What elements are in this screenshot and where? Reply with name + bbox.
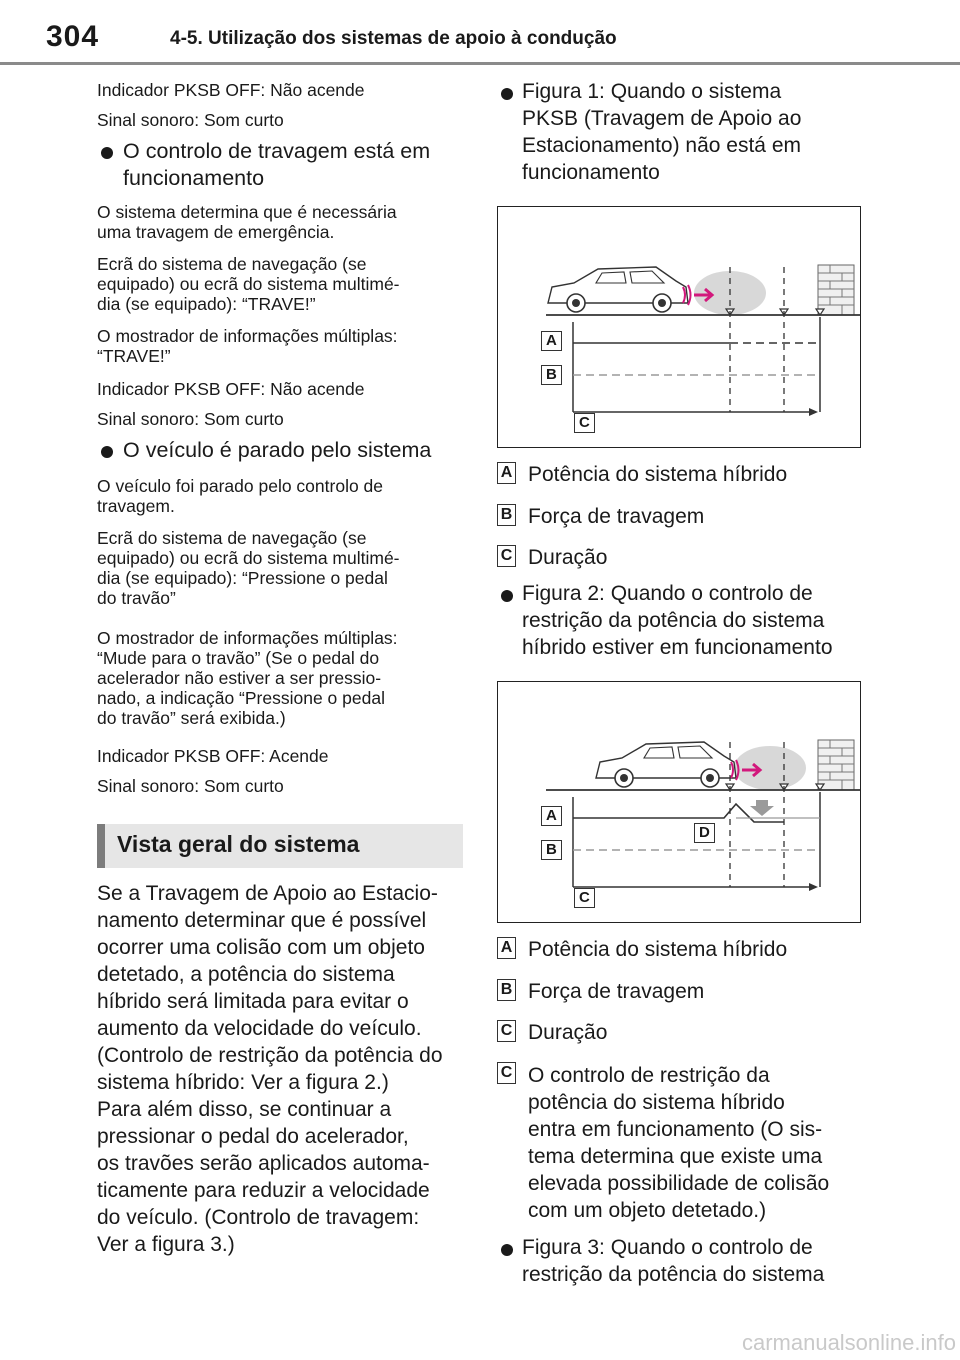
bullet-braking-control: O controlo de travagem está em funcionamento [123, 139, 431, 190]
para-emergency-braking: O sistema determina que é necessária uma travagem de emergência. [97, 202, 397, 242]
bullet-vehicle-stopped: O veículo é parado pelo sistema [123, 438, 432, 462]
figure-3-caption: Figura 3: Quando o controlo de restrição da potência do sistema [522, 1236, 825, 1286]
para-multi-info-2: O mostrador de informações múltiplas: “Mude para o travão” (Se o pedal do acelerador não estiver a ser pressio- nado, a indicação “Pressione o pedal do travão” será exibida.) [97, 628, 398, 728]
section-title: 4-5. Utilização dos sistemas de apoio à condução [170, 28, 617, 49]
fig2-label-c: C [574, 888, 595, 908]
section-heading: Vista geral do sistema [117, 831, 360, 857]
para-navigation-display-2: Ecrã do sistema de navegação (se equipado) ou ecrã do sistema multimé- dia (se equipado): “Pressione o pedal do travão” [97, 528, 400, 608]
para-navigation-display-1: Ecrã do sistema de navegação (se equipado) ou ecrã do sistema multimé- dia (se equipado): “TRAVE!” [97, 254, 400, 314]
legend1-tag-a: A [497, 462, 516, 484]
restriction-arrow [750, 800, 774, 816]
buzzer-2: Sinal sonoro: Som curto [97, 409, 284, 429]
pksb-indicator-3: Indicador PKSB OFF: Acende [97, 746, 329, 766]
bullet-dot [501, 87, 513, 105]
legend2-tag-d: C [497, 1062, 516, 1084]
buzzer-3: Sinal sonoro: Som curto [97, 776, 284, 796]
fig1-label-a: A [541, 331, 562, 351]
fig2-label-b: B [541, 840, 562, 860]
pksb-indicator-2: Indicador PKSB OFF: Não acende [97, 379, 365, 399]
fig1-label-c: C [574, 413, 595, 433]
buzzer-1: Sinal sonoro: Som curto [97, 110, 284, 130]
fig1-label-b: B [541, 365, 562, 385]
car-illustration [548, 267, 688, 312]
legend1-text-b: Força de travagem [528, 505, 705, 528]
legend2-text-c: Duração [528, 1021, 608, 1044]
figure-2 [497, 681, 861, 923]
wall-illustration [818, 265, 854, 315]
figure-1 [497, 206, 861, 448]
para-multi-info-1: O mostrador de informações múltiplas: “TRAVE!” [97, 326, 398, 366]
legend2-text-b: Força de travagem [528, 980, 705, 1003]
bullet-dot [101, 146, 113, 164]
bullet-dot [501, 589, 513, 607]
section-heading-box [97, 824, 463, 868]
car-illustration [596, 742, 736, 787]
pksb-indicator-1: Indicador PKSB OFF: Não acende [97, 80, 365, 100]
legend1-text-a: Potência do sistema híbrido [528, 463, 788, 486]
figure-2-diagram [498, 682, 860, 922]
watermark: carmanualsonline.info [741, 1330, 956, 1355]
figure-1-diagram [498, 207, 860, 447]
header-rule [0, 62, 960, 65]
legend1-tag-b: B [497, 504, 516, 526]
overview-paragraph: Se a Travagem de Apoio ao Estacio- namento determinar que é possível ocorrer uma colisão com um objeto detetado, a potência do sistema híbrido será limitada para evitar o aumento da velocidade do veículo. (Controlo de restrição da potência do sistema híbrido: Ver a figura 2.) Para além disso, se continuar a pressionar o pedal do acelerador, os travões serão aplicados automa- ticamente para reduzir a velocidade do veículo. (Controlo de travagem: Ver a figura 3.) [97, 882, 443, 1256]
legend2-tag-a: A [497, 937, 516, 959]
fig2-label-a: A [541, 806, 562, 826]
legend2-text-d: O controlo de restrição da potência do sistema híbrido entra em funcionamento (O sis- tema determina que existe uma elevada possibilidade de colisão com um objeto detetado.) [528, 1064, 830, 1222]
wall-illustration [818, 740, 854, 790]
bullet-dot [501, 1243, 513, 1261]
legend2-tag-b: B [497, 979, 516, 1001]
page-number: 304 [46, 20, 100, 53]
legend1-text-c: Duração [528, 546, 608, 569]
bullet-dot [101, 445, 113, 463]
legend1-tag-c: C [497, 545, 516, 567]
legend2-tag-c: C [497, 1020, 516, 1042]
figure-2-caption: Figura 2: Quando o controlo de restrição da potência do sistema híbrido estiver em funcionamento [522, 582, 833, 659]
sensor-wave [734, 746, 806, 790]
legend2-text-a: Potência do sistema híbrido [528, 938, 788, 961]
para-stopped-by-brake: O veículo foi parado pelo controlo de travagem. [97, 476, 384, 516]
figure-1-caption: Figura 1: Quando o sistema PKSB (Travagem de Apoio ao Estacionamento) não está em funcionamento [522, 80, 802, 184]
fig2-label-d: D [694, 823, 715, 843]
